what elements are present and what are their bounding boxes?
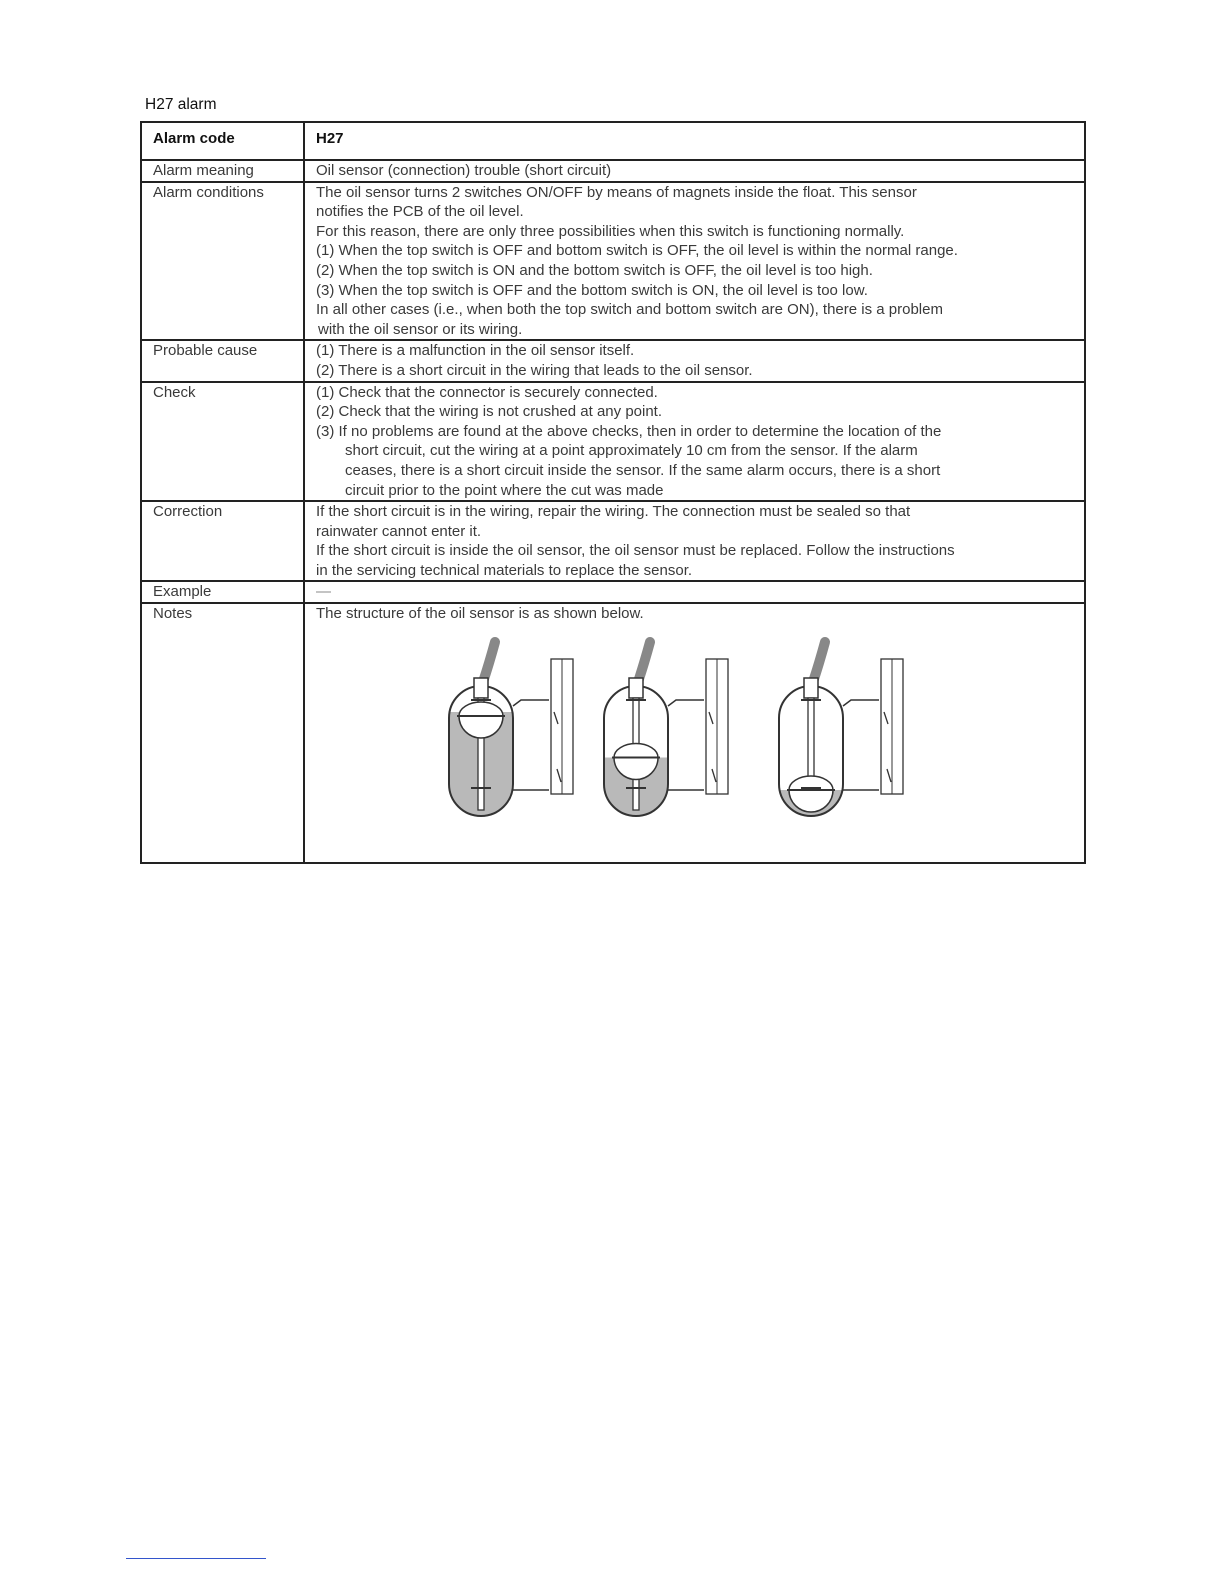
bottom-switch [887, 769, 891, 782]
float-top [614, 743, 658, 757]
row-content [304, 382, 1085, 502]
row-label: Correction [141, 501, 304, 581]
sensor-cable [813, 642, 825, 682]
sensor-cable [638, 642, 650, 682]
text-line: The structure of the oil sensor is as shown below. [316, 605, 644, 623]
pipe-top [668, 700, 704, 706]
row-label: Example [141, 581, 304, 603]
bottom-switch [557, 769, 561, 782]
row-check [141, 382, 1085, 502]
text-line: with the oil sensor or its wiring. [318, 320, 523, 338]
text-line: Oil sensor (connection) trouble (short circuit) [316, 162, 612, 179]
text-line: in the servicing technical materials to replace the sensor. [316, 561, 693, 579]
text-line: (2) Check that the wiring is not crushed at any point. [316, 403, 663, 421]
text-line: rainwater cannot enter it. [316, 522, 482, 540]
text-line: short circuit, cut the wiring at a point approximately 10 cm from the sensor. If the alarm [345, 442, 918, 460]
bottom-switch [712, 769, 716, 782]
text-line: For this reason, there are only three possibilities when this switch is functioning normally. [316, 222, 905, 240]
header-value: H27 [304, 122, 1085, 160]
text-line: (3) When the top switch is OFF and the bottom switch is ON, the oil level is too low. [316, 281, 868, 299]
row-label: Check [141, 382, 304, 502]
text-line: (1) When the top switch is OFF and bottom switch is OFF, the oil level is within the normal range. [316, 242, 958, 260]
row-probable-cause [141, 340, 1085, 381]
row-content [304, 182, 1085, 341]
pipe-top [513, 700, 549, 706]
row-label: Alarm meaning [141, 160, 304, 182]
row-label: Alarm conditions [141, 182, 304, 341]
row-alarm-meaning [141, 160, 1085, 182]
row-content: — [304, 581, 1085, 603]
row-content [304, 501, 1085, 581]
top-switch [884, 712, 888, 724]
oil-sensor-figure [436, 634, 1056, 854]
text-line: notifies the PCB of the oil level. [316, 203, 524, 221]
text-line: If the short circuit is inside the oil sensor, the oil sensor must be replaced. Follow the instructions [316, 542, 955, 560]
text-line: circuit prior to the point where the cut was made [345, 481, 664, 499]
row-content [304, 603, 1085, 863]
row-correction [141, 501, 1085, 581]
table-header-row [141, 122, 1085, 160]
alarm-table [140, 121, 1086, 864]
row-content [304, 340, 1085, 381]
text-line: (2) When the top switch is ON and the bottom switch is OFF, the oil level is too high. [316, 261, 873, 279]
sensor-cable [483, 642, 495, 682]
sensor-head [629, 678, 643, 698]
page-title: H27 alarm [145, 96, 217, 113]
text-line: (1) There is a malfunction in the oil sensor itself. [316, 342, 635, 360]
text-line: (1) Check that the connector is securely connected. [316, 383, 658, 401]
float-top [459, 702, 503, 716]
sensor-head [474, 678, 488, 698]
row-label: Notes [141, 603, 304, 863]
top-switch [709, 712, 713, 724]
pipe-top [843, 700, 879, 706]
row-notes [141, 603, 1085, 863]
text-line: (2) There is a short circuit in the wiring that leads to the oil sensor. [316, 361, 753, 379]
text-line: If the short circuit is in the wiring, repair the wiring. The connection must be sealed so that [316, 503, 911, 521]
footer-rule [126, 1558, 266, 1559]
text-line: (3) If no problems are found at the above checks, then in order to determine the location of the [316, 422, 942, 440]
text-line: ceases, there is a short circuit inside the sensor. If the same alarm occurs, there is a short [345, 461, 941, 479]
top-switch [554, 712, 558, 724]
text-line: The oil sensor turns 2 switches ON/OFF by means of magnets inside the float. This sensor [316, 183, 917, 201]
row-label: Probable cause [141, 340, 304, 381]
row-alarm-conditions [141, 182, 1085, 341]
oil-sensor-diagram [316, 624, 1074, 856]
header-label: Alarm code [141, 122, 304, 160]
row-content [304, 160, 1085, 182]
text-line: In all other cases (i.e., when both the top switch and bottom switch are ON), there is a problem [316, 301, 943, 319]
sensor-head [804, 678, 818, 698]
row-example [141, 581, 1085, 603]
